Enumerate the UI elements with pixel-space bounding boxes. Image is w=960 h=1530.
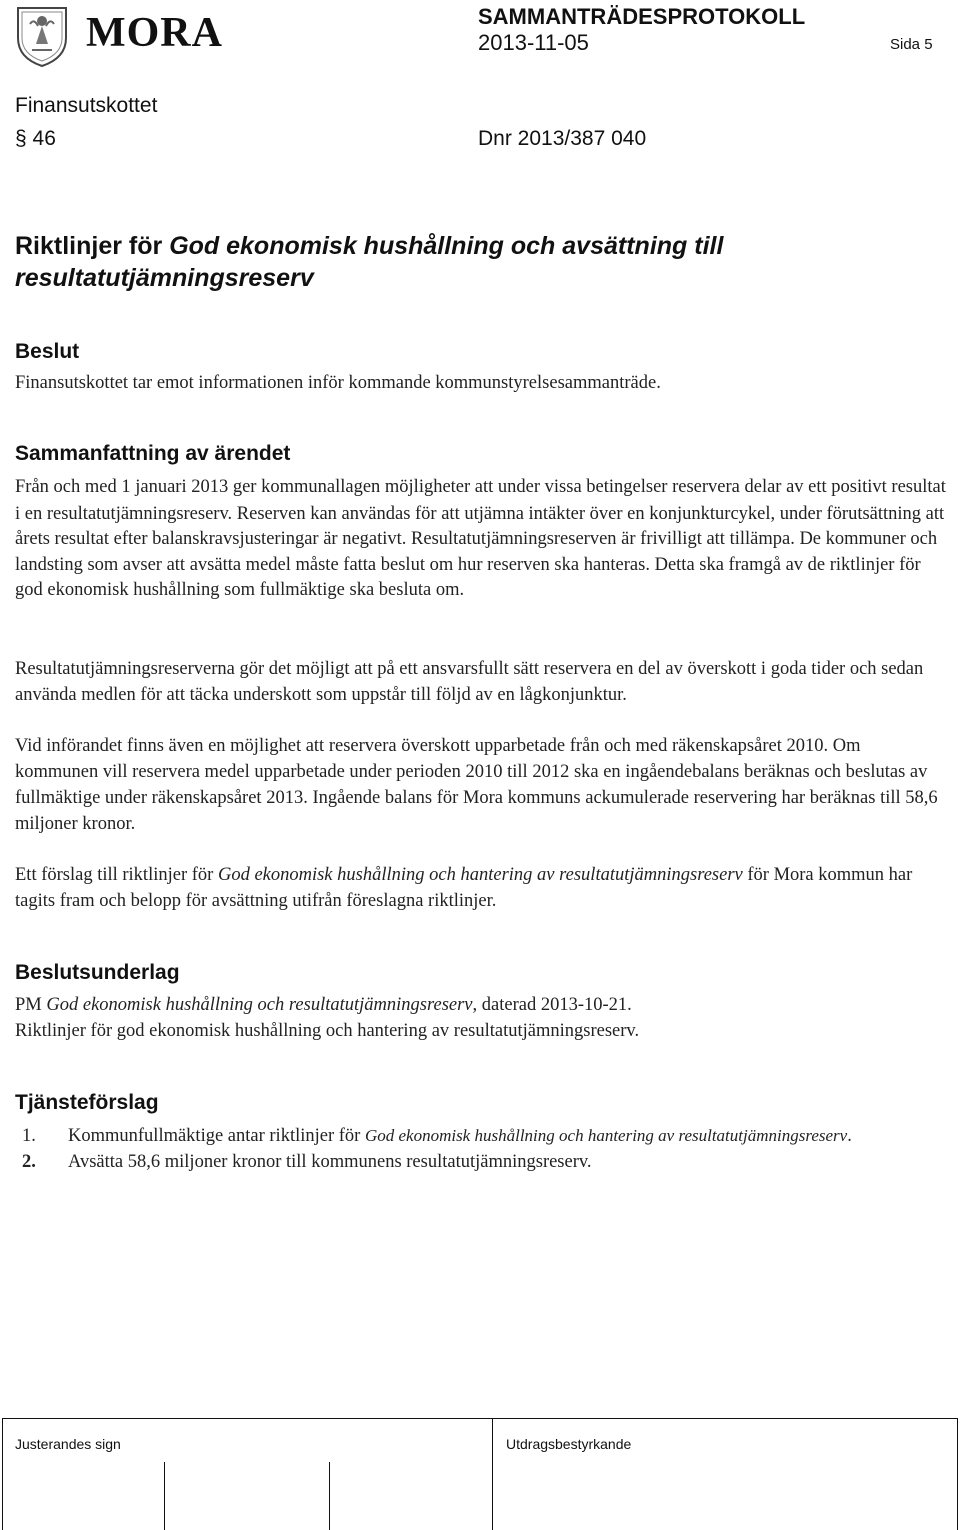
heading-beslutsunderlag: Beslutsunderlag: [15, 961, 180, 984]
footer-column-divider: [492, 1418, 493, 1530]
sammanfattning-paragraph-1: [15, 474, 950, 604]
heading-sammanfattning: Sammanfattning av ärendet: [15, 442, 291, 465]
p1-first-sentence: Från och med 1 januari 2013 ger kommunallagen möjligheter att under vissa betingelser reservera delar av ett positivt resultat i en resultatutjämningsreserv.: [15, 477, 946, 524]
bu-line1-italic: God ekonomisk hushållning och resultatutjämningsreserv: [46, 995, 473, 1015]
bu-line1-a: PM: [15, 995, 47, 1015]
title-italic: God ekonomisk hushållning och avsättning till resultatutjämningsreserv: [15, 232, 724, 292]
footer-signature-divider: [164, 1462, 165, 1530]
footer-utdragsbestyrkande: Utdragsbestyrkande: [506, 1436, 632, 1452]
p4-b: för Mora kommun har tagits fram och belopp för avsättning utifrån föreslagna riktlinjer.: [15, 865, 913, 911]
list-item-text-b: .: [847, 1126, 852, 1146]
page-number: Sida 5: [890, 36, 933, 53]
footer-signature-divider: [329, 1462, 330, 1530]
sammanfattning-paragraph-3: Vid införandet finns även en möjlighet att reservera överskott upparbetade från och med räkenskapsåret 2010. Om kommunen vill reservera medel upparbetade under perioden 2010 till 2012 ska en ingåendebalans beräknas och beslutas av fullmäktige under räkenskapsåret 2013. Ingående balans för Mora kommuns ackumulerade reservering har beräknas till 58,6 miljoner kronor.: [15, 736, 938, 834]
footer-border-left: [2, 1418, 3, 1530]
footer-divider: [2, 1418, 958, 1419]
mora-coat-of-arms-logo: [14, 4, 70, 68]
list-item-text-italic: God ekonomisk hushållning och hantering av resultatutjämningsreserv: [364, 1126, 848, 1145]
section-number: § 46: [15, 127, 56, 150]
dnr-number: Dnr 2013/387 040: [478, 127, 647, 150]
beslutsunderlag-line-1: [15, 992, 945, 1018]
title-prefix: Riktlinjer för: [15, 232, 170, 260]
document-date: 2013-11-05: [478, 30, 589, 55]
p4-italic: God ekonomisk hushållning och hantering av resultatutjämningsreserv: [217, 865, 743, 885]
beslut-text: Finansutskottet tar emot informationen inför kommande kommunstyrelsesammanträde.: [15, 373, 661, 393]
p4-a: Ett förslag till riktlinjer för: [15, 865, 218, 885]
section-number-value: 46: [32, 127, 56, 150]
heading-beslut: Beslut: [15, 340, 80, 363]
beslutsunderlag-line-2: Riktlinjer för god ekonomisk hushållning och hantering av resultatutjämningsreserv.: [15, 1021, 640, 1041]
list-item: [22, 1123, 957, 1149]
footer-border-right: [957, 1418, 958, 1530]
document-type: SAMMANTRÄDESPROTOKOLL: [478, 4, 806, 29]
bu-line1-b: , daterad 2013-10-21.: [472, 995, 632, 1015]
sammanfattning-paragraph-2: Resultatutjämningsreserverna gör det möjligt att på ett ansvarsfullt sätt reservera en del av överskott i goda tider och sedan använda medlen för att täcka underskott som uppstår till följd av en lågkonjunktur.: [15, 659, 924, 705]
heading-tjansteforslag: Tjänsteförslag: [15, 1091, 159, 1114]
logo-wordmark: MORA: [86, 10, 223, 56]
sammanfattning-paragraph-4: [15, 862, 945, 914]
p1-rest: Reserven kan användas för att utjämna intäkter över en konjunkturcykel, under förutsättning att årets resultat efter balanskravsjusteringar är negativt. Resultatutjämningsreserven är frivilligt att tillämpa. De kommuner och landsting som avser att avsätta medel måste fatta beslut om hur reserven ska hanteras. Detta ska framgå av de riktlinjer för god ekonomisk hushållning som fullmäktige ska besluta om.: [15, 503, 945, 600]
list-item-number: 2.: [22, 1152, 36, 1172]
footer-justerandes-sign: Justerandes sign: [15, 1436, 121, 1452]
list-item-text-a: Avsätta 58,6 miljoner kronor till kommunens resultatutjämningsreserv.: [68, 1152, 592, 1172]
list-item-text-a: Kommunfullmäktige antar riktlinjer för: [68, 1126, 365, 1146]
committee-name: Finansutskottet: [15, 94, 158, 117]
list-item: [22, 1149, 957, 1175]
list-item-number: 1.: [22, 1126, 36, 1146]
page-title: [15, 230, 915, 294]
